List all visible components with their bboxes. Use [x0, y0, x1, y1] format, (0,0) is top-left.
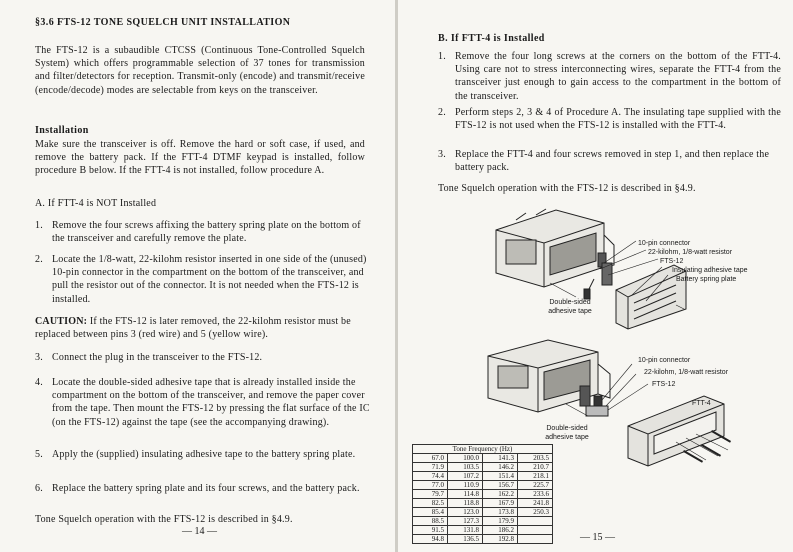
fig1-label-insulating: Insulating adhesive tape [672, 267, 748, 274]
tone-table-title: Tone Frequency (Hz) [413, 445, 553, 454]
table-row: 71.9 103.5 146.2 210.7 [413, 463, 553, 472]
fig2-label-resistor: 22-kilohm, 1/8-watt resistor [644, 369, 729, 376]
table-row: 91.5 131.8 186.2 [413, 526, 553, 535]
fig1-label-spring: Battery spring plate [676, 276, 737, 283]
table-row: 67.0 100.0 141.3 203.5 [413, 454, 553, 463]
tone-frequency-table [412, 444, 553, 544]
page-15 [398, 0, 793, 552]
table-row: 82.5 118.8 167.9 241.8 [413, 499, 553, 508]
intro-paragraph: The FTS-12 is a subaudible CTCSS (Continuous Tone-Controlled Squelch System) which offers programmable selection of 37 tones for transmission and filter/detectors for reception. Transmit-only (encode) and transmit/receive (encode/decode) modes are selectable from keys on the transceiver. [35, 45, 365, 96]
step-a-1: 1. Remove the four screws affixing the battery spring plate on the bottom of the transceiver and carefully remove the plate. [35, 220, 361, 245]
fig2-label-connector: 10-pin connector [638, 357, 691, 364]
fig2-label-tape: Double-sided adhesive tape [545, 425, 589, 441]
fig1-label-tape: Double-sided adhesive tape [548, 299, 592, 315]
table-row: 79.7 114.8 162.2 233.6 [413, 490, 553, 499]
fig2-label-fts: FTS-12 [652, 381, 676, 388]
step-b-1: 1. Remove the four long screws at the corners on the bottom of the FTT-4. Using care not to stress interconnecting wires, separate the FTT-4 from the transceiver just enough to gain access to the compartment in the bottom of the transceiver. [438, 51, 781, 102]
footer-reference: Tone Squelch operation with the FTS-12 is described in §4.9. [35, 514, 293, 525]
page-number: — 14 — [182, 526, 217, 537]
step-a-5: 5. Apply the (supplied) insulating adhesive tape to the battery spring plate. [35, 449, 356, 460]
step-b-2: 2. Perform steps 2, 3 & 4 of Procedure A. The insulating tape supplied with the FTS-12 is not used when the FTS-12 is installed with the FTT-4. [438, 107, 781, 132]
installation-heading: Installation [35, 125, 89, 136]
installation-paragraph: Make sure the transceiver is off. Remove the hard or soft case, if used, and remove the battery pack. If the FTT-4 DTMF keypad is installed, follow procedure B below. If the FTT-4 is not installed, follow procedure A. [35, 139, 365, 177]
table-row: 74.4 107.2 151.4 218.1 [413, 472, 553, 481]
fig1-label-fts: FTS-12 [660, 258, 684, 265]
procedure-b-heading: B. If FTT-4 is Installed [438, 33, 545, 44]
step-a-3: 3. Connect the plug in the transceiver to the FTS-12. [35, 352, 263, 363]
fig1-label-resistor: 22-kilohm, 1/8-watt resistor [648, 249, 733, 256]
fig2-label-ftt: FTT-4 [692, 400, 711, 407]
step-a-6: 6. Replace the battery spring plate and its four screws, and the battery pack. [35, 483, 360, 494]
fig1-label-connector: 10-pin connector [638, 240, 691, 247]
procedure-a-heading: A. If FTT-4 is NOT Installed [35, 198, 157, 209]
table-row: 85.4 123.0 173.8 250.3 [413, 508, 553, 517]
page-14 [0, 0, 396, 552]
caution-note: CAUTION: If the FTS-12 is later removed, the 22-kilohm resistor must be replaced between pins 3 (red wire) and 5 (yellow wire). [35, 316, 351, 341]
section-heading: §3.6 FTS-12 TONE SQUELCH UNIT INSTALLATION [35, 17, 291, 28]
caution-label: CAUTION: [35, 316, 88, 327]
footer-reference: Tone Squelch operation with the FTS-12 is described in §4.9. [438, 183, 696, 194]
table-row: 77.0 110.9 156.7 225.7 [413, 481, 553, 490]
step-b-3: 3. Replace the FTT-4 and four screws removed in step 1, and then replace the battery pack. [438, 149, 770, 174]
table-row: 94.8 136.5 192.8 [413, 535, 553, 544]
page-number: — 15 — [580, 532, 615, 543]
table-row: 88.5 127.3 179.9 [413, 517, 553, 526]
step-a-4: 4. Locate the double-sided adhesive tape that is already installed inside the compartment on the bottom of the transceiver, and remove the paper cover from the tape. Then mount the FTS-12 by pressing the flat surface of the IC (on the FTS-12) against the tape (see the accompanying drawing). [35, 377, 370, 428]
step-a-2: 2. Locate the 1/8-watt, 22-kilohm resistor inserted in one side of the (unused) 10-pin connector in the compartment on the bottom of the transceiver, and pull the resistor out of the connector. It is not needed when the FTS-12 is installed. [35, 254, 367, 305]
